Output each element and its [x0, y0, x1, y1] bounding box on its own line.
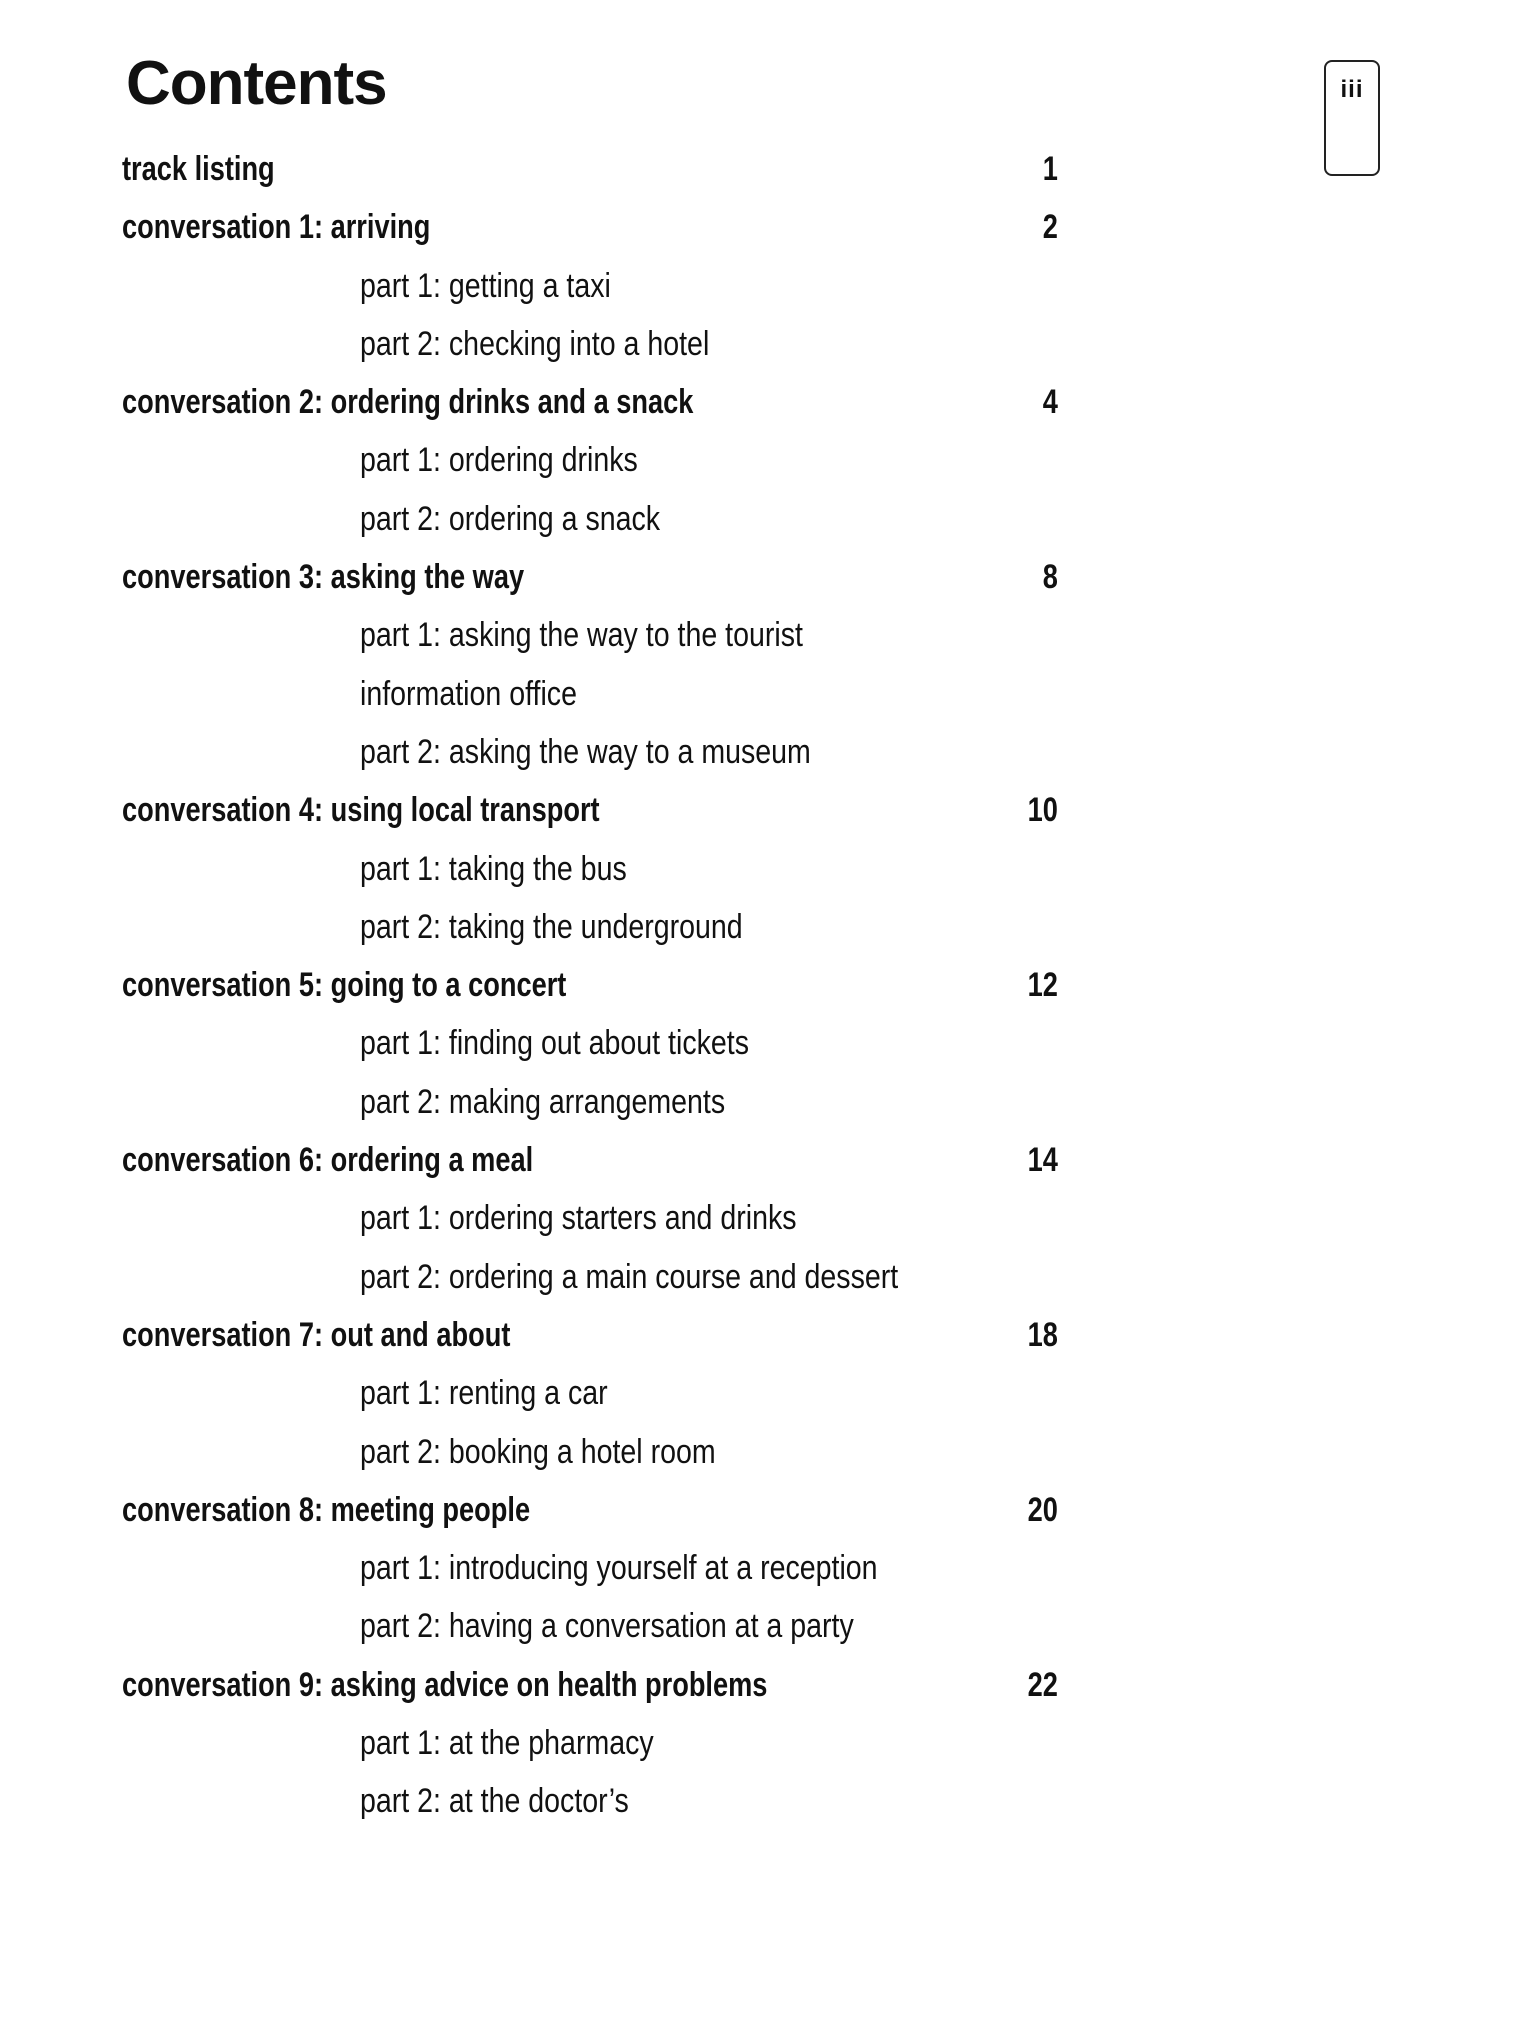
toc-subentry-title: part 2: making arrangements: [360, 1082, 726, 1121]
toc-page-number: 1: [1042, 150, 1058, 188]
toc-subentry-title: part 1: ordering drinks: [360, 441, 638, 480]
toc-subentry-title: part 1: asking the way to the tourist: [360, 616, 803, 655]
toc-heading-title: conversation 8: meeting people: [122, 1490, 531, 1529]
toc-subentry: [122, 431, 1068, 489]
toc-subentry: [122, 606, 1068, 664]
toc-heading-entry: [122, 198, 1068, 256]
toc-page-number: 20: [1027, 1490, 1058, 1529]
toc-heading-title: conversation 6: ordering a meal: [122, 1141, 534, 1180]
toc-subentry: [122, 1073, 1068, 1131]
toc-subentry: [122, 1423, 1068, 1481]
toc-subentry: [122, 490, 1068, 548]
toc-subentry: [122, 315, 1068, 373]
toc-heading-title: conversation 1: arriving: [122, 208, 431, 247]
toc-subentry-title: part 1: at the pharmacy: [360, 1724, 654, 1763]
toc-heading-title: conversation 4: using local transport: [122, 791, 600, 830]
toc-heading-entry: [122, 1131, 1068, 1189]
toc-subentry-title: part 2: asking the way to a museum: [360, 732, 811, 771]
toc-page-number: 2: [1042, 208, 1058, 247]
toc-subentry-title: part 2: ordering a main course and dessert: [360, 1257, 899, 1296]
toc-subentry-title: part 2: having a conversation at a party: [360, 1607, 854, 1646]
toc-heading-entry: [122, 1481, 1068, 1539]
toc-heading-entry: [122, 548, 1068, 606]
toc-heading-title: conversation 7: out and about: [122, 1315, 511, 1354]
page-number-tab: [1324, 60, 1380, 176]
toc-heading-entry: [122, 140, 1068, 198]
toc-heading-title: conversation 2: ordering drinks and a snack: [122, 383, 694, 422]
toc-subentry-title: part 1: introducing yourself at a reception: [360, 1549, 878, 1588]
toc-subentry-title: part 2: checking into a hotel: [360, 324, 710, 363]
toc-heading-entry: [122, 781, 1068, 839]
toc-subentry-title: part 1: renting a car: [360, 1374, 608, 1413]
toc-subentry: [122, 840, 1068, 898]
toc-page-number: 10: [1027, 791, 1058, 830]
toc-subentry: [122, 1597, 1068, 1655]
toc-heading-entry: [122, 1306, 1068, 1364]
toc-subentry: [122, 1248, 1068, 1306]
toc-subentry: [122, 1014, 1068, 1072]
toc-heading-title: track listing: [122, 150, 275, 188]
toc-subentry-title: part 1: ordering starters and drinks: [360, 1199, 797, 1238]
toc-subentry: [122, 257, 1068, 315]
toc-page-number: 14: [1027, 1141, 1058, 1180]
toc-page-number: 8: [1042, 558, 1058, 597]
toc-heading-title: conversation 5: going to a concert: [122, 966, 567, 1005]
toc-subentry: [122, 1539, 1068, 1597]
toc-page-number: 18: [1027, 1315, 1058, 1354]
toc-page-number: 4: [1042, 383, 1058, 422]
toc-subentry: [122, 898, 1068, 956]
toc-subentry-title: part 1: taking the bus: [360, 849, 627, 888]
toc-subentry-title: part 1: getting a taxi: [360, 266, 611, 305]
toc-heading-entry: [122, 373, 1068, 431]
toc-subentry-title: information office: [360, 674, 577, 713]
toc-subentry: [122, 1189, 1068, 1247]
page-number: iii: [1340, 76, 1364, 103]
toc-subentry: [122, 1364, 1068, 1422]
toc-heading-title: conversation 3: asking the way: [122, 558, 525, 597]
toc-subentry: [122, 1714, 1068, 1772]
toc-subentry: [122, 723, 1068, 781]
toc-heading-title: conversation 9: asking advice on health problems: [122, 1665, 768, 1704]
toc-subentry-title: part 2: booking a hotel room: [360, 1432, 716, 1471]
toc-subentry-title: part 2: ordering a snack: [360, 499, 661, 538]
toc-subentry-title: part 2: taking the underground: [360, 907, 743, 946]
toc-subentry-title: part 2: at the doctor’s: [360, 1782, 629, 1821]
toc-heading-entry: [122, 956, 1068, 1014]
toc-page-number: 12: [1027, 966, 1058, 1005]
toc-heading-entry: [122, 1656, 1068, 1714]
toc-subentry: [122, 1772, 1068, 1830]
page-title: Contents: [126, 49, 387, 118]
toc-page-number: 22: [1027, 1665, 1058, 1704]
toc-subentry: [122, 665, 1068, 723]
table-of-contents: [122, 140, 1068, 1831]
toc-subentry-title: part 1: finding out about tickets: [360, 1024, 749, 1063]
